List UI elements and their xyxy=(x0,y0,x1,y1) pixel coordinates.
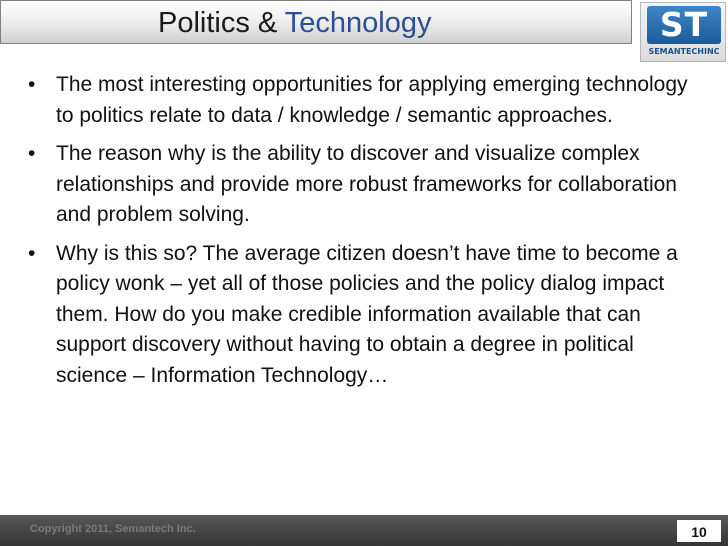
copyright-text: Copyright 2011, Semantech Inc. xyxy=(30,523,196,535)
page-number-box xyxy=(677,520,721,542)
bullet-list xyxy=(28,70,700,399)
bullet-text: The most interesting opportunities for applying emerging technology to politics relate to data / knowledge / semantic approaches. xyxy=(56,73,688,127)
footer-bar xyxy=(0,515,728,546)
bullet-icon: • xyxy=(28,241,36,265)
slide-title xyxy=(158,6,432,40)
page-number: 10 xyxy=(691,524,707,540)
slide-title-bar xyxy=(0,0,632,44)
bullet-text: Why is this so? The average citizen doesn’t have time to become a policy wonk – yet all of those policies and the policy dialog impact them. How do you make credible information available that can support discovery without having to obtain a degree in political science – Information Technology… xyxy=(56,241,678,387)
bullet-item-1 xyxy=(28,70,700,131)
bullet-item-3 xyxy=(28,239,700,392)
logo-letters: ST xyxy=(659,5,709,44)
logo-wordmark: SEMANTECHINC xyxy=(648,47,720,56)
bullet-text: The reason why is the ability to discover and visualize complex relationships and provide more robust frameworks for collaboration and problem solving. xyxy=(56,142,677,226)
bullet-item-2 xyxy=(28,139,700,231)
bullet-icon: • xyxy=(28,142,36,165)
bullet-icon: • xyxy=(28,73,36,96)
semantech-logo xyxy=(640,2,726,62)
logo-mark xyxy=(647,6,721,44)
title-accent: Technology xyxy=(284,7,432,39)
title-main: Politics & xyxy=(158,7,285,39)
